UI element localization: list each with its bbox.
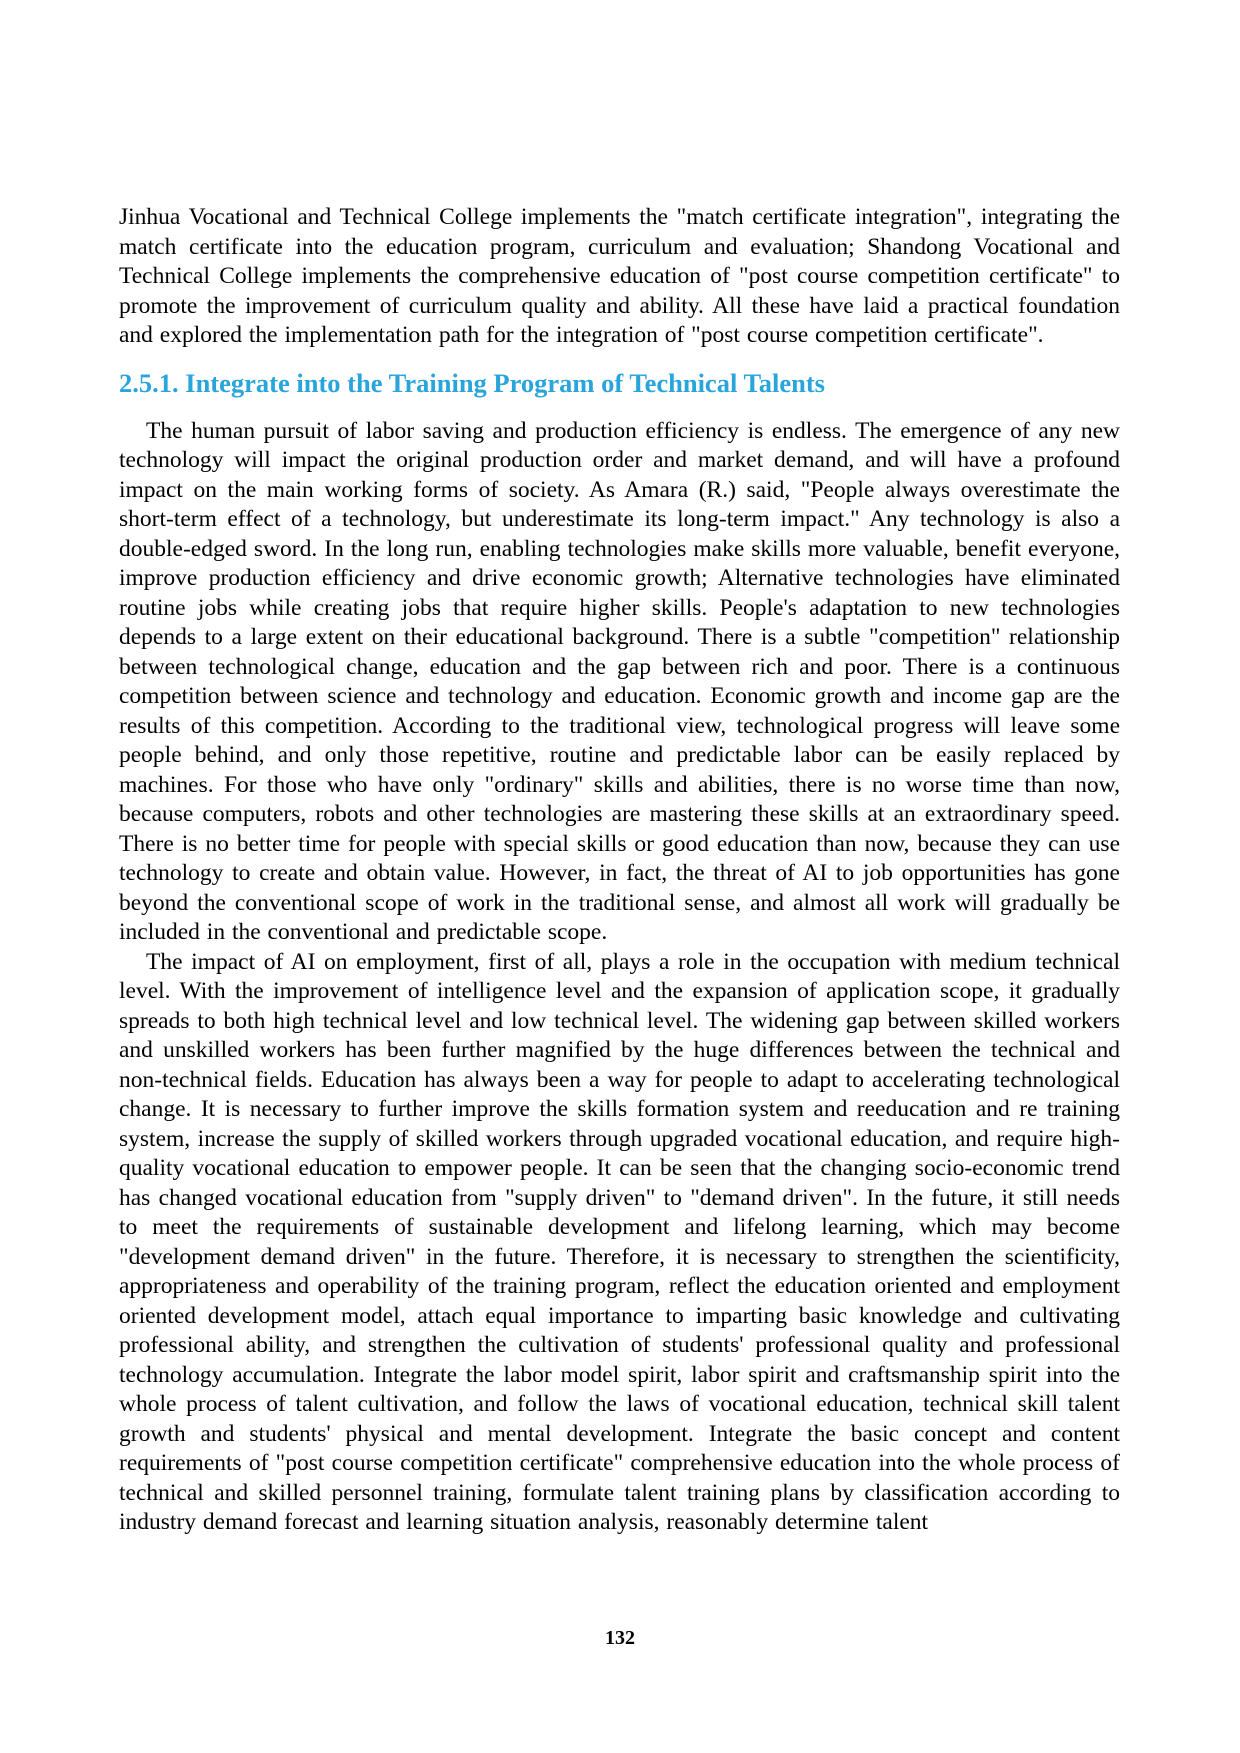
page-content bbox=[119, 203, 1120, 1538]
body-paragraph-2: The impact of AI on employment, first of all, plays a role in the occupation with medium technical level. With the improvement of intelligence level and the expansion of application scope, it gradually spreads to both high technical level and low technical level. The widening gap between skilled workers and unskilled workers has been further magnified by the huge differences between the technical and non-technical fields. Education has always been a way for people to adapt to accelerating technological change. It is necessary to further improve the skills formation system and reeducation and re training system, increase the supply of skilled workers through upgraded vocational education, and require high-quality vocational education to empower people. It can be seen that the changing socio-economic trend has changed vocational education from "supply driven" to "demand driven". In the future, it still needs to meet the requirements of sustainable development and lifelong learning, which may become "development demand driven" in the future. Therefore, it is necessary to strengthen the scientificity, appropriateness and operability of the training program, reflect the education oriented and employment oriented development model, attach equal importance to imparting basic knowledge and cultivating professional ability, and strengthen the cultivation of students' professional quality and professional technology accumulation. Integrate the labor model spirit, labor spirit and craftsmanship spirit into the whole process of talent cultivation, and follow the laws of vocational education, technical skill talent growth and students' physical and mental development. Integrate the basic concept and content requirements of "post course competition certificate" comprehensive education into the whole process of technical and skilled personnel training, formulate talent training plans by classification according to industry demand forecast and learning situation analysis, reasonably determine talent bbox=[119, 948, 1120, 1535]
page-number: 132 bbox=[605, 1627, 635, 1649]
intro-paragraph: Jinhua Vocational and Technical College implements the "match certificate integration", integrating the match certificate into the education program, curriculum and evaluation; Shandong Vocational and Technical College implements the comprehensive education of "post course competition certificate" to promote the improvement of curriculum quality and ability. All these have laid a practical foundation and explored the implementation path for the integration of "post course competition certificate". bbox=[119, 204, 1120, 348]
body-paragraph-1: The human pursuit of labor saving and production efficiency is endless. The emergence of any new technology will impact the original production order and market demand, and will have a profound impact on the main working forms of society. As Amara (R.) said, "People always overestimate the short-term effect of a technology, but underestimate its long-term impact." Any technology is also a double-edged sword. In the long run, enabling technologies make skills more valuable, benefit everyone, improve production efficiency and drive economic growth; Alternative technologies have eliminated routine jobs while creating jobs that require higher skills. People's adaptation to new technologies depends to a large extent on their educational background. There is a subtle "competition" relationship between technological change, education and the gap between rich and poor. There is a continuous competition between science and technology and education. Economic growth and income gap are the results of this competition. According to the traditional view, technological progress will leave some people behind, and only those repetitive, routine and predictable labor can be easily replaced by machines. For those who have only "ordinary" skills and abilities, there is no worse time than now, because computers, robots and other technologies are mastering these skills at an extraordinary speed. There is no better time for people with special skills or good education than now, because they can use technology to create and obtain value. However, in fact, the threat of AI to job opportunities has gone beyond the conventional scope of work in the traditional sense, and almost all work will gradually be included in the conventional and predictable scope. bbox=[119, 417, 1120, 945]
section-heading: 2.5.1. Integrate into the Training Program of Technical Talents bbox=[119, 367, 825, 398]
